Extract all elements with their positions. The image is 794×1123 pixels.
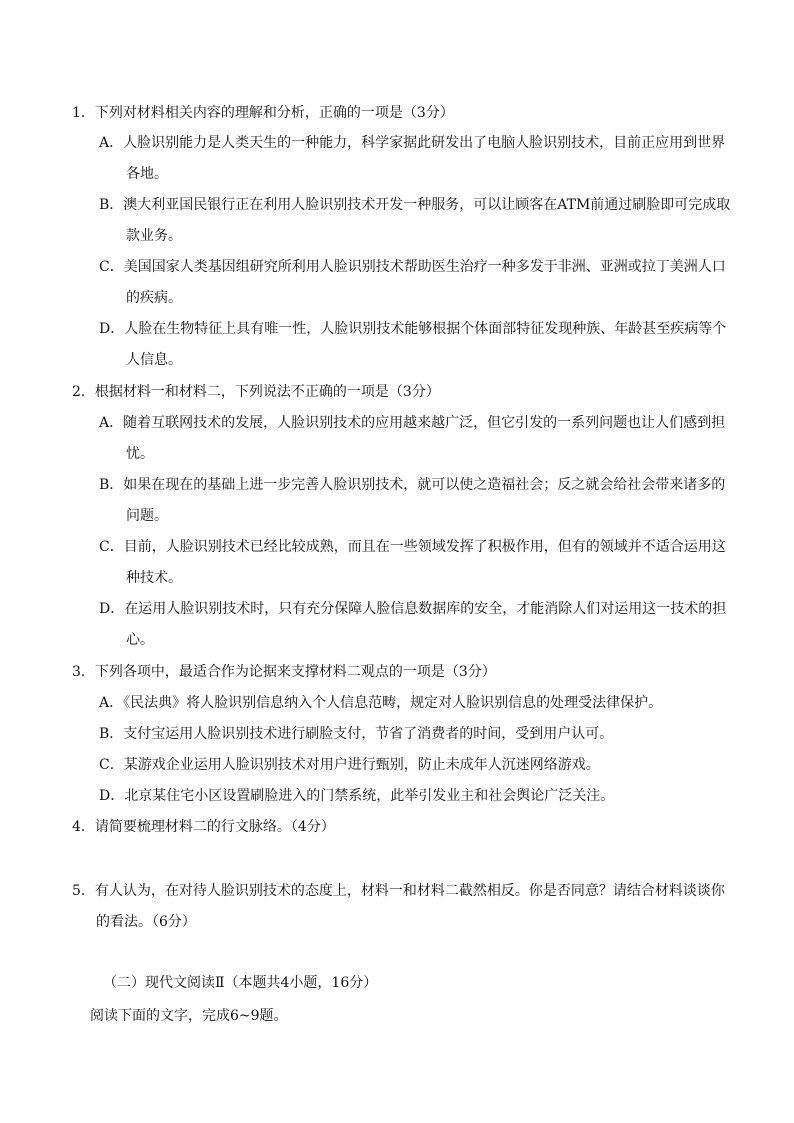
question-2-option-b: B．如果在现在的基础上进一步完善人脸识别技术，就可以使之造福社会；反之就会给社会带来诸多的 (99, 477, 726, 493)
question-1-option-d: D．人脸在生物特征上具有唯一性，人脸识别技术能够根据个体面部特征发现种族、年龄甚至疾病等个 (99, 321, 727, 337)
section-instruction: 阅读下面的文字，完成6~9题。 (90, 1008, 288, 1024)
question-1-option-c-continued: 的疾病。 (126, 290, 182, 306)
question-3-stem: 3．下列各项中，最适合作为论据来支撑材料二观点的一项是（3分） (72, 664, 496, 680)
question-2-option-d: D．在运用人脸识别技术时，只有充分保障人脸信息数据库的安全，才能消除人们对运用这一技术的担 (99, 601, 727, 617)
question-2-option-a-continued: 忧。 (126, 446, 154, 462)
question-1-option-a-continued: 各地。 (126, 166, 168, 182)
question-2-option-b-continued: 问题。 (126, 508, 168, 524)
question-3-option-a: A．《民法典》将人脸识别信息纳入个人信息范畴，规定对人脸识别信息的处理受法律保护。 (99, 695, 663, 711)
question-1-option-b-continued: 款业务。 (126, 228, 182, 244)
question-1-option-b: B．澳大利亚国民银行正在利用人脸识别技术开发一种服务，可以让顾客在ATM前通过刷脸即可完成取 (99, 197, 731, 213)
question-5-stem-continued: 的看法。（6分） (96, 914, 196, 930)
question-2-option-c: C．目前，人脸识别技术已经比较成熟，而且在一些领域发挥了积极作用，但有的领域并不适合运用这 (99, 539, 726, 555)
question-1-option-c: C．美国国家人类基因组研究所利用人脸识别技术帮助医生治疗一种多发于非洲、亚洲或拉丁美洲人口 (99, 259, 726, 275)
question-3-option-d: D．北京某住宅小区设置刷脸进入的门禁系统，此举引发业主和社会舆论广泛关注。 (99, 788, 615, 804)
question-5-stem: 5．有人认为，在对待人脸识别技术的态度上，材料一和材料二截然相反。你是否同意？请结合材料谈谈你 (72, 883, 725, 899)
question-2-option-d-continued: 心。 (126, 632, 154, 648)
question-3-option-c: C．某游戏企业运用人脸识别技术对用户进行甄别，防止未成年人沉迷网络游戏。 (99, 757, 600, 773)
question-2-option-c-continued: 种技术。 (126, 570, 182, 586)
question-1-option-d-continued: 人信息。 (126, 352, 182, 368)
question-1-stem: 1．下列对材料相关内容的理解和分析，正确的一项是（3分） (72, 105, 454, 121)
question-2-stem: 2．根据材料一和材料二，下列说法不正确的一项是（3分） (72, 384, 440, 400)
section-heading: （二）现代文阅读Ⅱ（本题共4小题，16分） (103, 975, 378, 991)
question-4-stem: 4．请简要梳理材料二的行文脉络。（4分） (72, 819, 335, 835)
question-3-option-b: B．支付宝运用人脸识别技术进行刷脸支付，节省了消费者的时间，受到用户认可。 (99, 726, 614, 742)
question-2-option-a: A．随着互联网技术的发展，人脸识别技术的应用越来越广泛，但它引发的一系列问题也让人们感到担 (99, 415, 726, 431)
question-1-option-a: A．人脸识别能力是人类天生的一种能力，科学家据此研发出了电脑人脸识别技术，目前正应用到世界 (99, 135, 726, 151)
